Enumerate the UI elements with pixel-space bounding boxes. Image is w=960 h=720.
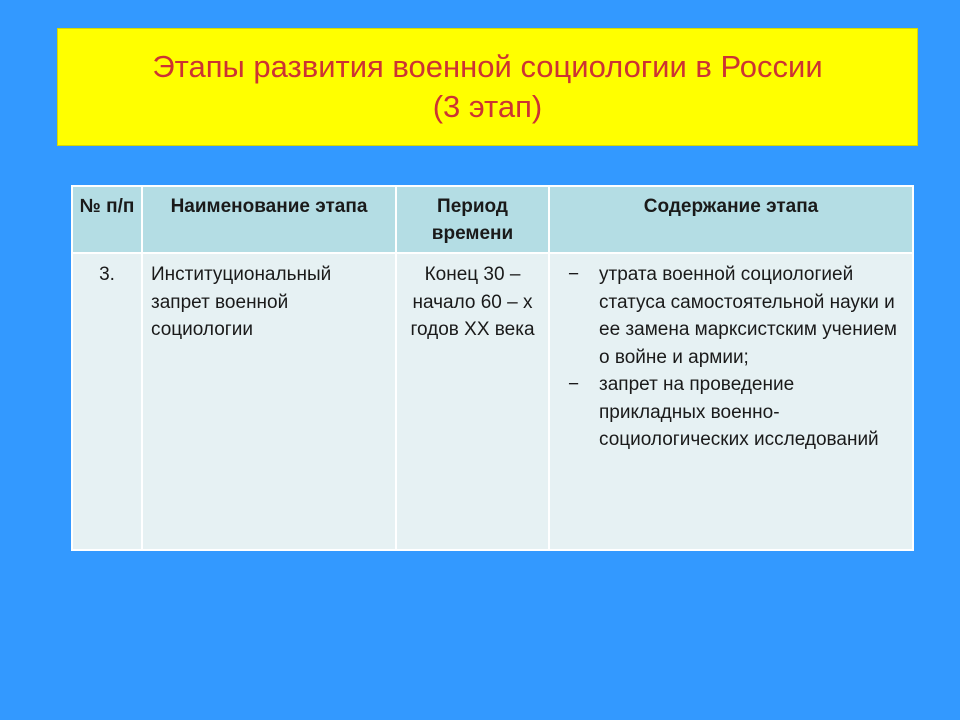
header-content: Содержание этапа — [549, 186, 913, 253]
header-name: Наименование этапа — [142, 186, 396, 253]
content-list — [558, 261, 904, 454]
bullet-marker: − — [568, 264, 580, 285]
cell-period: Конец 30 – начало 60 – х годов XX века — [396, 253, 549, 550]
slide-title-line-1: Этапы развития военной социологии в России — [152, 49, 823, 84]
list-item-text: утрата военной социологией статуса самостоятельной науки и ее замена марксистским учением о войне и армии; — [599, 264, 897, 368]
bullet-marker: − — [568, 374, 580, 395]
table-row — [72, 253, 913, 550]
title-banner — [57, 28, 918, 146]
header-period: Период времени — [396, 186, 549, 253]
stages-table — [71, 185, 914, 551]
table-header-row — [72, 186, 913, 253]
cell-content — [549, 253, 913, 550]
list-item — [568, 261, 904, 371]
list-item-text: запрет на проведение прикладных военно-социологических исследований — [599, 374, 879, 450]
list-item — [568, 371, 904, 454]
cell-num: 3. — [72, 253, 142, 550]
cell-name: Институциональный запрет военной социологии — [142, 253, 396, 550]
header-num: № п/п — [72, 186, 142, 253]
slide-title-line-2: (3 этап) — [432, 89, 543, 124]
